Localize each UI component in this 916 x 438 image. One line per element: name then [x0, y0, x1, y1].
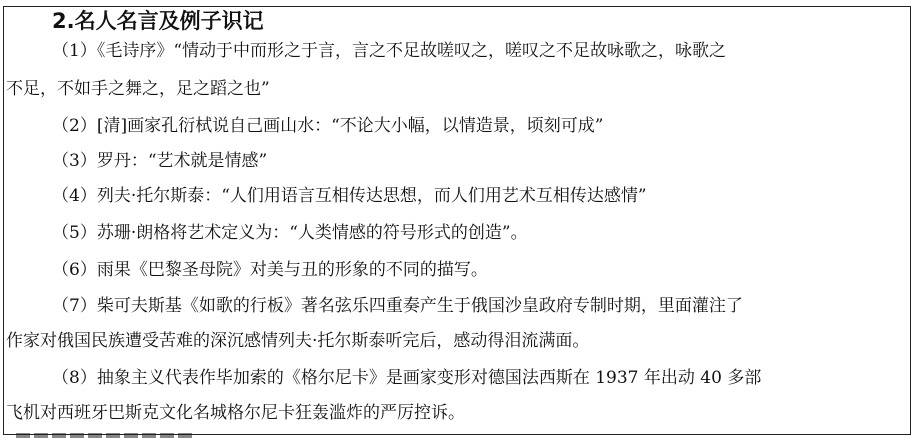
list-item-7-line-1: （7）柴可夫斯基《如歌的行板》著名弦乐四重奏产生于俄国沙皇政府专制时期，里面灌注了	[52, 296, 743, 316]
list-item-6: （6）雨果《巴黎圣母院》对美与丑的形象的不同的描写。	[52, 260, 488, 280]
cut-off-text-fragment	[16, 433, 196, 438]
list-item-5: （5）苏珊·朗格将艺术定义为：“人类情感的符号形式的创造”。	[52, 223, 528, 243]
list-item-7-line-2: 作家对俄国民族遭受苦难的深沉感情列夫·托尔斯泰听完后，感动得泪流满面。	[6, 331, 590, 351]
list-item-8-line-1: （8）抽象主义代表作毕加索的《格尔尼卡》是画家变形对德国法西斯在 1937 年出动 40 多部	[52, 368, 762, 388]
list-item-1-line-1: （1）《毛诗序》“情动于中而形之于言，言之不足故嗟叹之，嗟叹之不足故咏歌之，咏歌之	[52, 41, 727, 61]
list-item-3: （3）罗丹：“艺术就是情感”	[52, 151, 268, 171]
list-item-1-line-2: 不足，不如手之舞之，足之蹈之也”	[6, 79, 270, 99]
list-item-4: （4）列夫·托尔斯泰：“人们用语言互相传达思想，而人们用艺术互相传达感情”	[52, 186, 647, 206]
list-item-2: （2）[清]画家孔衍栻说自己画山水：“不论大小幅，以情造景，顷刻可成”	[52, 116, 604, 136]
list-item-8-line-2: 飞机对西班牙巴斯克文化名城格尔尼卡狂轰滥炸的严厉控诉。	[6, 403, 465, 423]
cut-off-next-heading	[16, 429, 216, 438]
section-heading: 2.名人名言及例子识记	[52, 9, 264, 33]
